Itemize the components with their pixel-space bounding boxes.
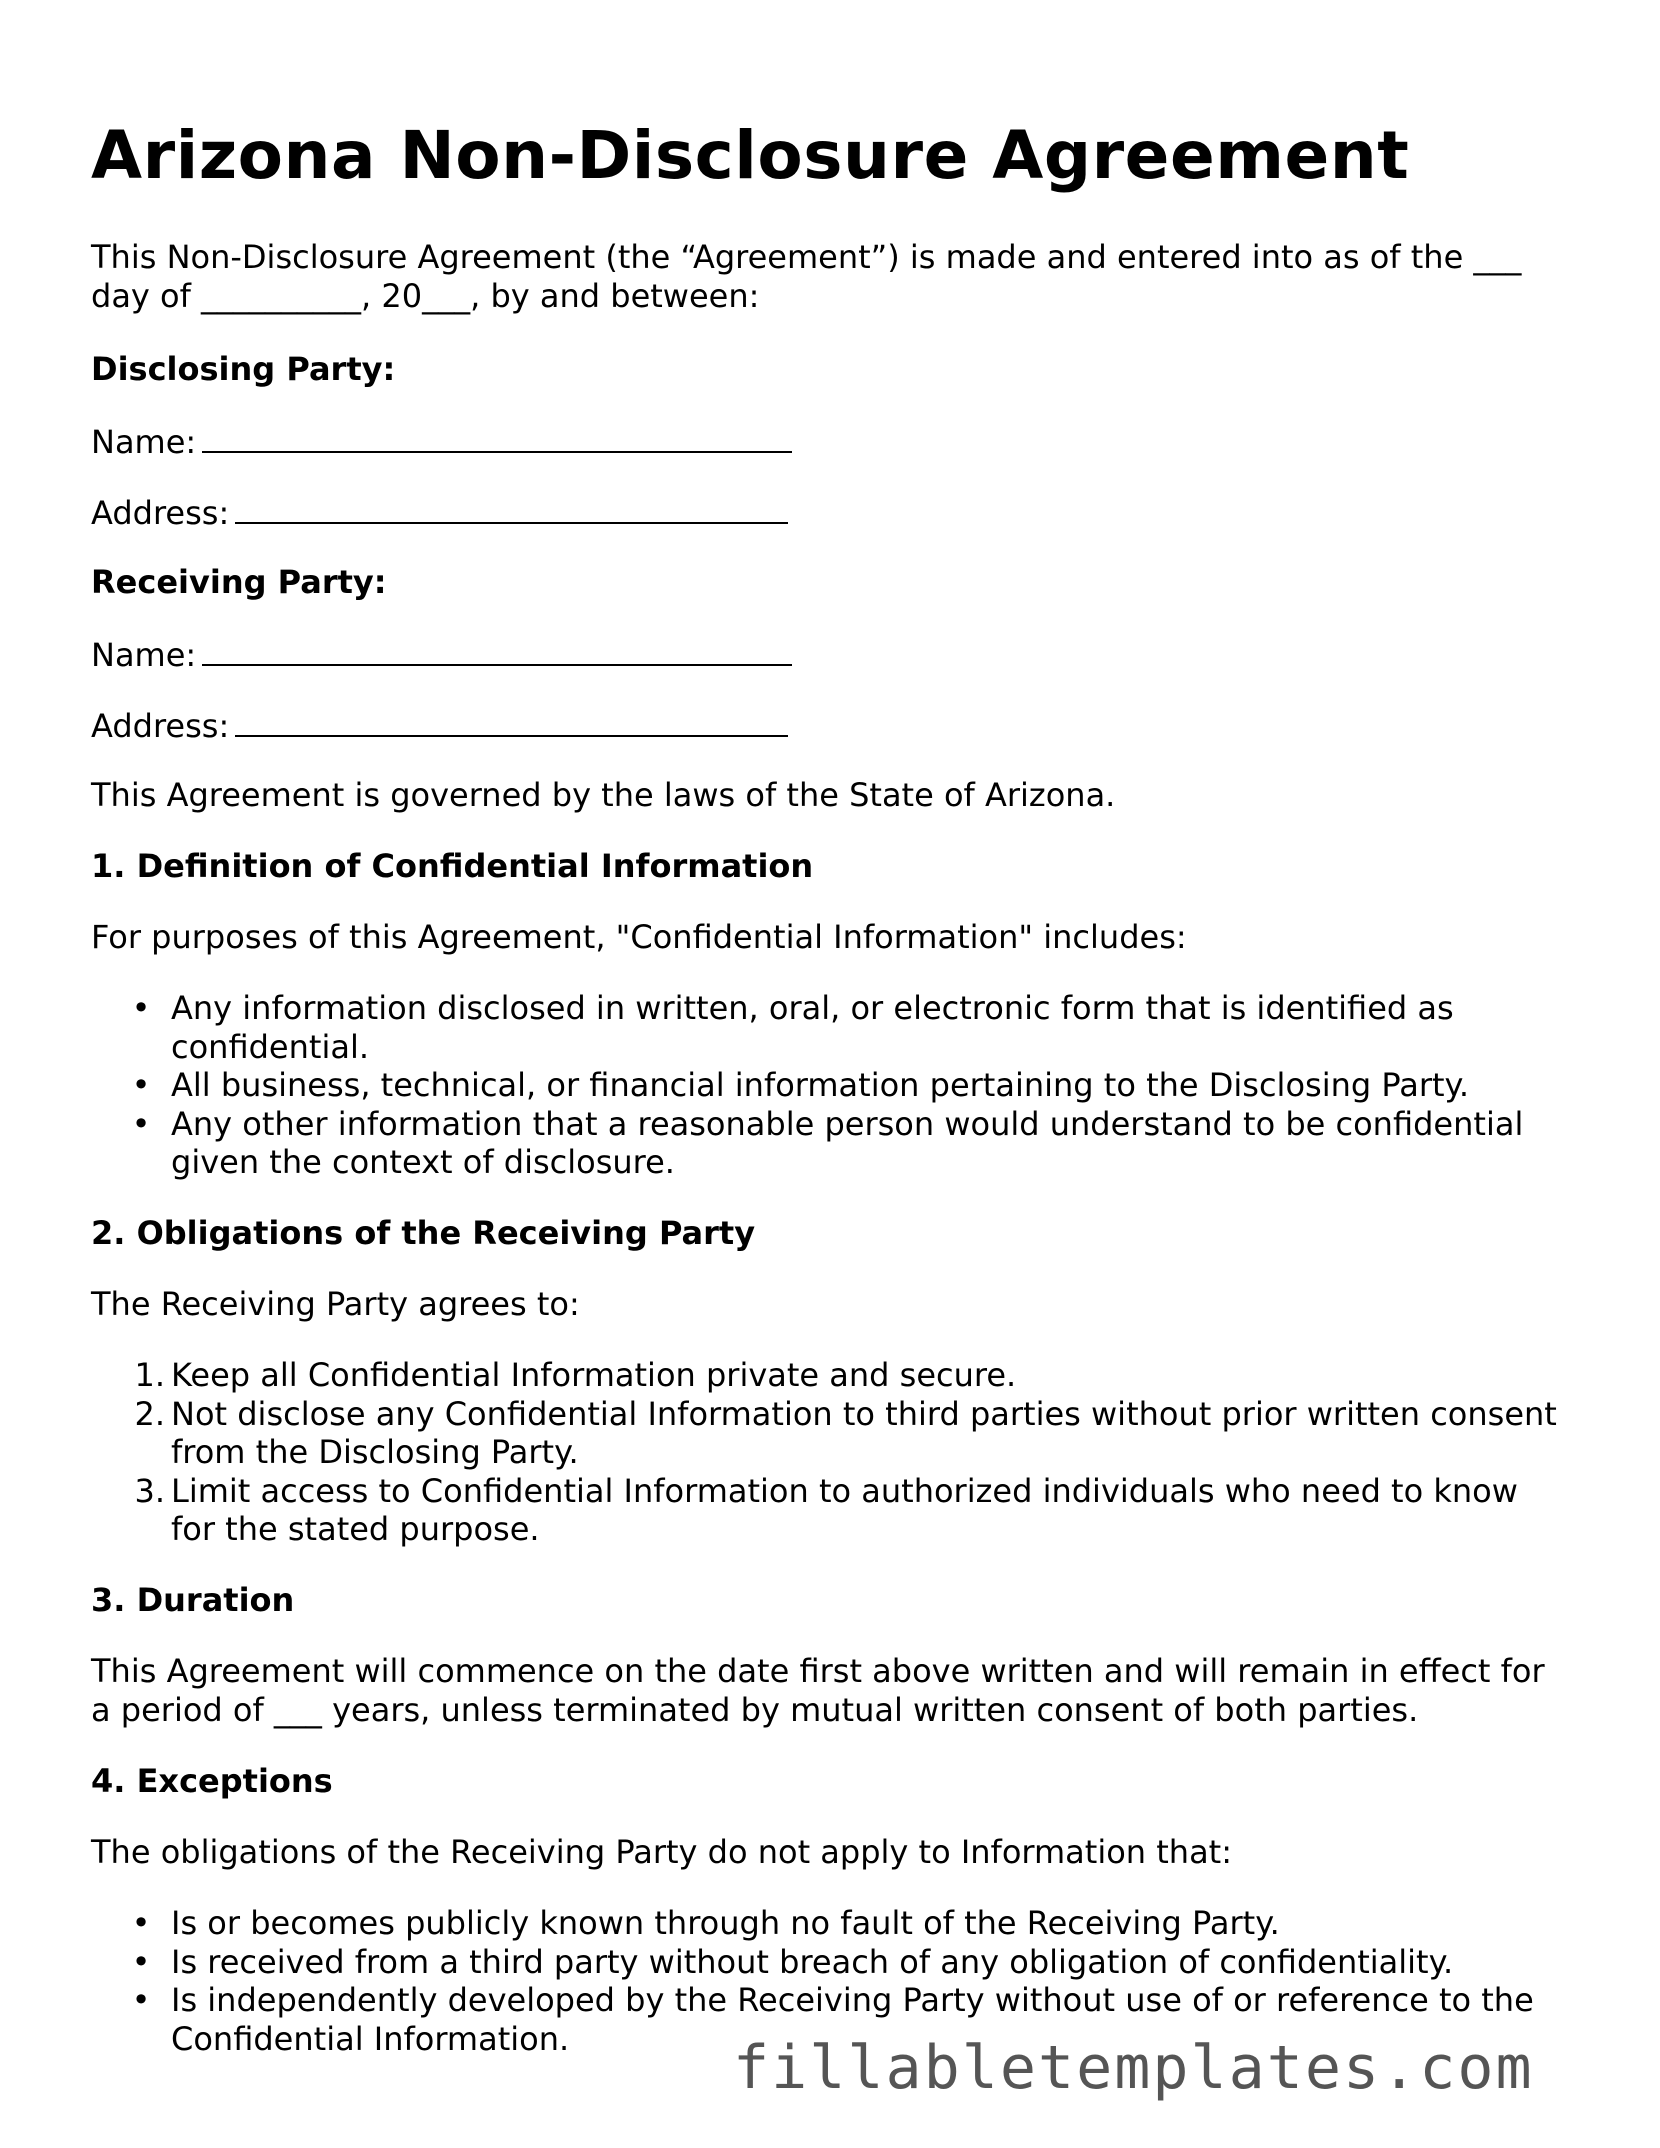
bullet-marker: • [131, 1981, 151, 2019]
bullet-marker: • [131, 1942, 151, 1981]
disclosing-party-heading: Disclosing Party: [91, 350, 396, 388]
list-item [91, 1105, 1571, 1182]
section-1-intro: For purposes of this Agreement, "Confidential Information" includes: [91, 918, 1187, 956]
disclosing-address-label: Address: [91, 494, 230, 532]
page-title: Arizona Non-Disclosure Agreement [91, 117, 1410, 194]
bullet-marker: • [131, 1066, 151, 1104]
section-1-list [91, 989, 1571, 1182]
list-item-text: All business, technical, or financial information pertaining to the Disclosing Party. [171, 1066, 1470, 1104]
section-3-body: This Agreement will commence on the date first above written and will remain in effect for a period of ___ years, unless terminated by mutual written consent of both parties. [91, 1652, 1545, 1729]
list-item-text: Is or becomes publicly known through no fault of the Receiving Party. [171, 1904, 1280, 1942]
number-marker: 1. [134, 1356, 165, 1394]
disclosing-address-line[interactable] [235, 492, 788, 524]
list-item [91, 1472, 1571, 1549]
section-4-heading: 4. Exceptions [91, 1762, 333, 1800]
section-2-heading: 2. Obligations of the Receiving Party [91, 1214, 756, 1252]
section-1-heading: 1. Definition of Confidential Information [91, 847, 814, 885]
list-item-text: Not disclose any Confidential Information to third parties without prior written consent from the Disclosing Party. [171, 1394, 1557, 1471]
section-2-list [91, 1356, 1571, 1549]
list-item [91, 1943, 1571, 1982]
intro-paragraph: This Non-Disclosure Agreement (the “Agreement”) is made and entered into as of the ___ day of __________, 20___, by and between: [91, 238, 1522, 315]
receiving-address-line[interactable] [235, 705, 788, 737]
list-item-text: Any other information that a reasonable person would understand to be confidential given the context of disclosure. [171, 1104, 1524, 1181]
disclosing-address-field[interactable] [91, 492, 788, 533]
receiving-address-label: Address: [91, 707, 230, 745]
number-marker: 3. [134, 1471, 165, 1510]
list-item-text: Is independently developed by the Receiving Party without use of or reference to the Confidential Information. [171, 1981, 1534, 2058]
section-2-intro: The Receiving Party agrees to: [91, 1285, 580, 1323]
disclosing-name-field[interactable] [91, 421, 792, 462]
list-item [91, 1395, 1571, 1472]
list-item-text: Any information disclosed in written, oral, or electronic form that is identified as confidential. [171, 989, 1454, 1066]
section-4-intro: The obligations of the Receiving Party do not apply to Information that: [91, 1833, 1232, 1871]
bullet-marker: • [131, 1904, 151, 1942]
receiving-name-field[interactable] [91, 634, 792, 675]
receiving-party-heading: Receiving Party: [91, 563, 387, 601]
disclosing-name-line[interactable] [202, 421, 792, 453]
list-item-text: Limit access to Confidential Information to authorized individuals who need to know for the stated purpose. [171, 1471, 1518, 1548]
number-marker: 2. [134, 1394, 165, 1433]
receiving-name-label: Name: [91, 636, 197, 674]
bullet-marker: • [131, 1104, 151, 1143]
bullet-marker: • [131, 989, 151, 1027]
disclosing-name-label: Name: [91, 423, 197, 461]
section-3-heading: 3. Duration [91, 1581, 295, 1619]
receiving-address-field[interactable] [91, 705, 788, 746]
list-item [91, 1904, 1571, 1943]
list-item-text: Keep all Confidential Information private and secure. [171, 1356, 1017, 1394]
list-item-text: Is received from a third party without breach of any obligation of confidentiality. [171, 1942, 1454, 1981]
list-item [91, 1066, 1571, 1105]
list-item [91, 1356, 1571, 1395]
list-item [91, 989, 1571, 1066]
governing-law-paragraph: This Agreement is governed by the laws of the State of Arizona. [91, 776, 1116, 814]
watermark: fillabletemplates.com [733, 2033, 1534, 2103]
receiving-name-line[interactable] [202, 634, 792, 666]
